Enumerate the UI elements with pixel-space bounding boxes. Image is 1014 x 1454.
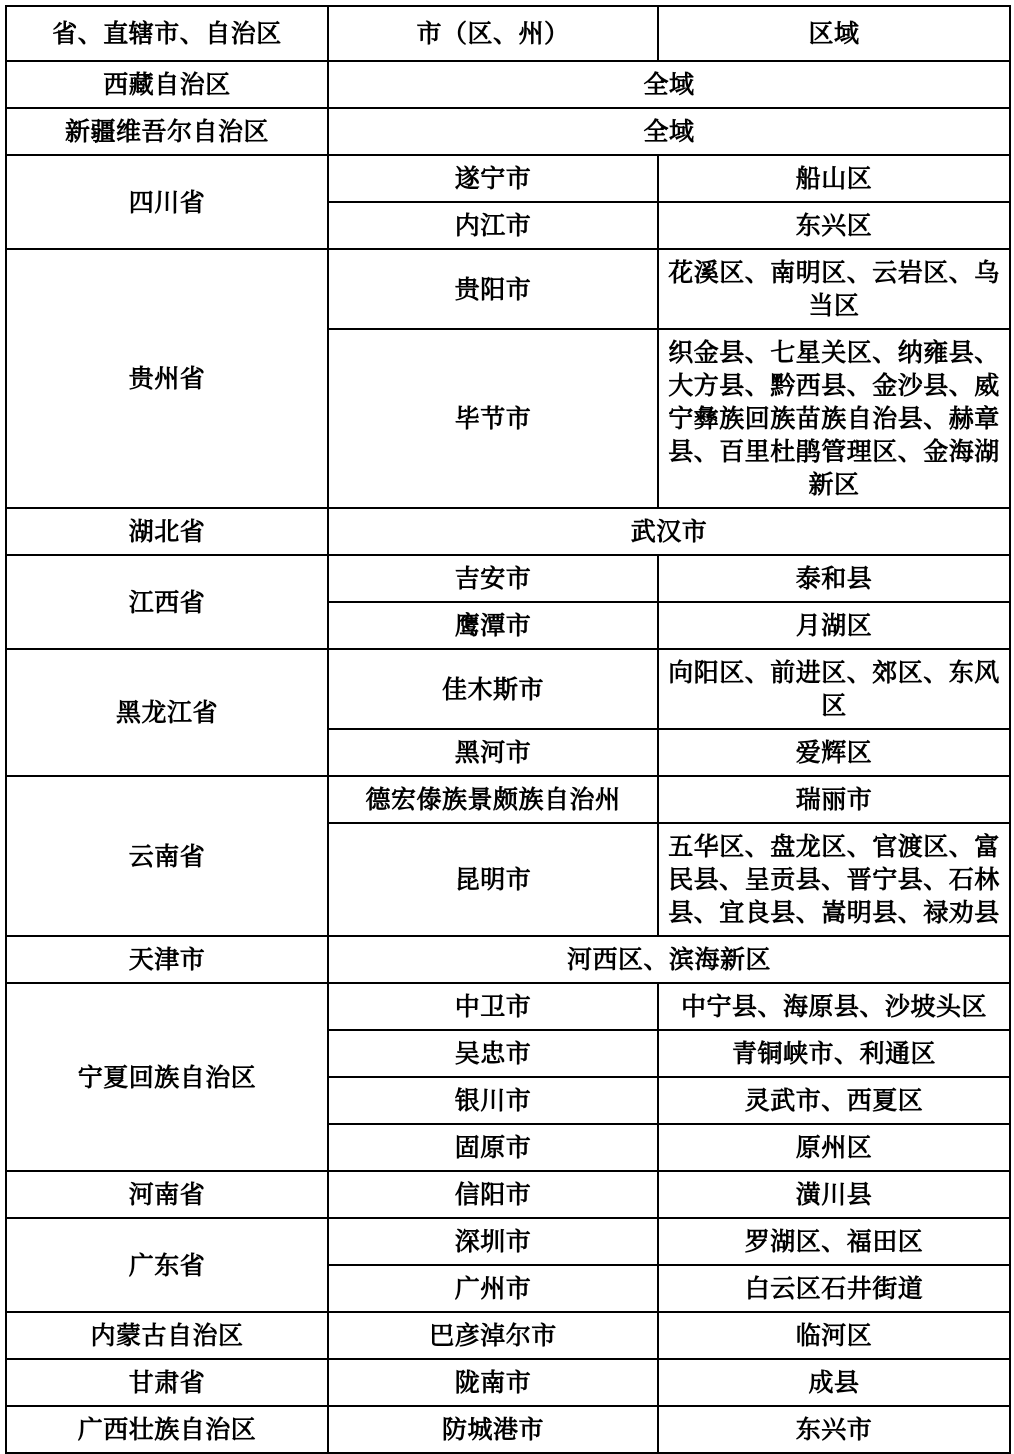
cell-province: 甘肃省 [6,1359,328,1406]
cell-province: 宁夏回族自治区 [6,983,328,1171]
cell-area: 泰和县 [658,555,1010,602]
cell-city: 贵阳市 [328,249,658,329]
cell-province: 广西壮族自治区 [6,1406,328,1453]
cell-province: 新疆维吾尔自治区 [6,108,328,155]
cell-province: 河南省 [6,1171,328,1218]
cell-city: 全域 [328,108,1010,155]
cell-city: 遂宁市 [328,155,658,202]
cell-area: 月湖区 [658,602,1010,649]
cell-city: 深圳市 [328,1218,658,1265]
table-row [6,61,1010,108]
cell-province: 内蒙古自治区 [6,1312,328,1359]
cell-area: 瑞丽市 [658,776,1010,823]
table-row [6,155,1010,202]
cell-province: 天津市 [6,936,328,983]
table-row [6,649,1010,729]
cell-area: 青铜峡市、利通区 [658,1030,1010,1077]
table-row [6,508,1010,555]
column-header-city: 市（区、州） [328,6,658,61]
cell-city: 吉安市 [328,555,658,602]
cell-area: 罗湖区、福田区 [658,1218,1010,1265]
cell-area: 五华区、盘龙区、官渡区、富民县、呈贡县、晋宁县、石林县、宜良县、嵩明县、禄劝县 [658,823,1010,936]
cell-city: 德宏傣族景颇族自治州 [328,776,658,823]
cell-area: 中宁县、海原县、沙坡头区 [658,983,1010,1030]
column-header-province: 省、直辖市、自治区 [6,6,328,61]
cell-city: 陇南市 [328,1359,658,1406]
cell-city: 武汉市 [328,508,1010,555]
table-row [6,1406,1010,1453]
cell-area: 东兴区 [658,202,1010,249]
cell-city: 银川市 [328,1077,658,1124]
region-table [5,5,1011,1454]
cell-city: 全域 [328,61,1010,108]
cell-area: 爱辉区 [658,729,1010,776]
cell-province: 西藏自治区 [6,61,328,108]
cell-city: 广州市 [328,1265,658,1312]
table-row [6,108,1010,155]
table-row [6,936,1010,983]
cell-city: 黑河市 [328,729,658,776]
cell-city: 中卫市 [328,983,658,1030]
cell-province: 云南省 [6,776,328,936]
cell-area: 原州区 [658,1124,1010,1171]
cell-city: 昆明市 [328,823,658,936]
column-header-area: 区域 [658,6,1010,61]
cell-province: 江西省 [6,555,328,649]
cell-city: 防城港市 [328,1406,658,1453]
cell-area: 东兴市 [658,1406,1010,1453]
cell-city: 鹰潭市 [328,602,658,649]
table-row [6,776,1010,823]
cell-province: 黑龙江省 [6,649,328,776]
table-header [6,6,1010,61]
cell-city: 固原市 [328,1124,658,1171]
cell-province: 贵州省 [6,249,328,508]
cell-province: 湖北省 [6,508,328,555]
cell-area: 向阳区、前进区、郊区、东风区 [658,649,1010,729]
cell-city: 吴忠市 [328,1030,658,1077]
cell-city: 巴彦淖尔市 [328,1312,658,1359]
cell-city: 内江市 [328,202,658,249]
table-row [6,1218,1010,1265]
table-row [6,983,1010,1030]
cell-area: 成县 [658,1359,1010,1406]
cell-area: 船山区 [658,155,1010,202]
table-row [6,1359,1010,1406]
table-header-row [6,6,1010,61]
cell-area: 织金县、七星关区、纳雍县、大方县、黔西县、金沙县、威宁彝族回族苗族自治县、赫章县、百里杜鹃管理区、金海湖新区 [658,329,1010,508]
cell-city: 佳木斯市 [328,649,658,729]
cell-area: 白云区石井街道 [658,1265,1010,1312]
cell-city: 毕节市 [328,329,658,508]
cell-province: 广东省 [6,1218,328,1312]
cell-area: 灵武市、西夏区 [658,1077,1010,1124]
table-row [6,249,1010,329]
cell-city: 信阳市 [328,1171,658,1218]
cell-city: 河西区、滨海新区 [328,936,1010,983]
cell-area: 花溪区、南明区、云岩区、乌当区 [658,249,1010,329]
table-row [6,1171,1010,1218]
cell-area: 临河区 [658,1312,1010,1359]
cell-area: 潢川县 [658,1171,1010,1218]
table-body [6,61,1010,1453]
table-row [6,555,1010,602]
cell-province: 四川省 [6,155,328,249]
